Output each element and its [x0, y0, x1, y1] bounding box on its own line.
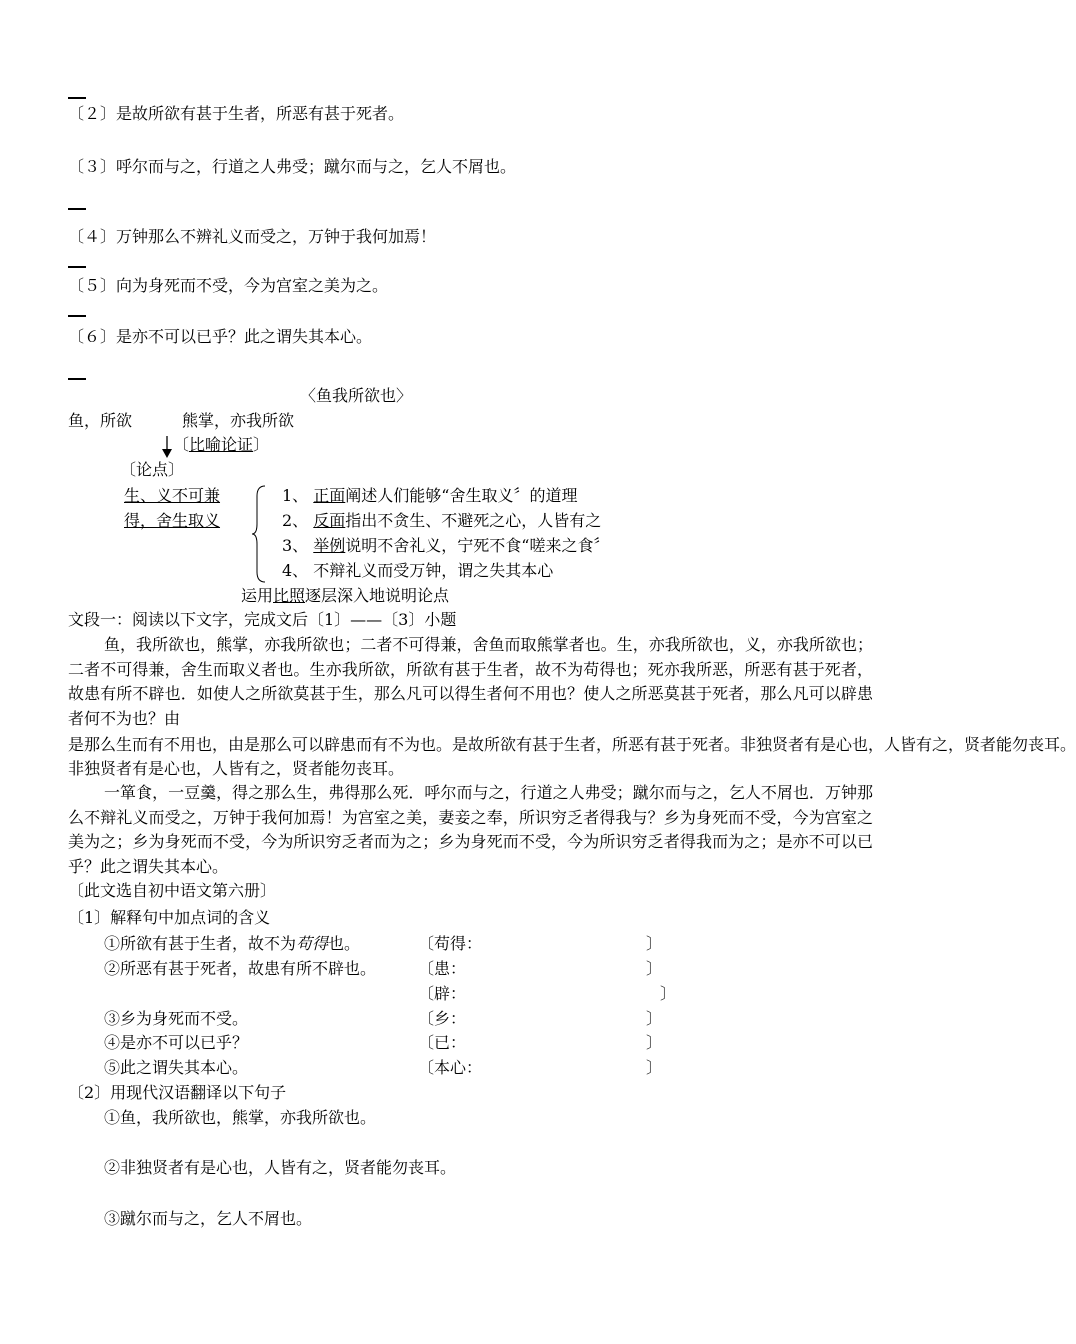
passage-paragraph-1b: 是那么生而有不用也，由是那么可以辟患而有不为也。是故所欲有甚于生者，所恶有甚于死者。非独贤者有是心也，人皆有之，贤者能勿丧耳。 — [68, 735, 1076, 754]
q1-blank-1-close: 〕 — [646, 934, 663, 953]
sentence-2: 〔２〕是故所欲有甚于生者，所恶有甚于死者。 — [68, 104, 405, 123]
point-2: 2、 反面指出不贪生、不避死之心，人皆有之 — [282, 511, 602, 530]
thesis-label: 〔论点〕 — [120, 460, 185, 479]
point-3: 3、 举例说明不舍礼义，宁死不食“嗟来之食〞 — [282, 536, 610, 555]
q1-blank-5-close: 〕 — [646, 1033, 663, 1052]
q1-blank-3-open[interactable]: 〔辟： — [418, 984, 467, 1003]
q1-item-2: ②所恶有甚于死者，故患有所不辟也。 — [104, 959, 377, 978]
passage-paragraph-1c: 非独贤者有是心也，人皆有之，贤者能勿丧耳。 — [68, 759, 405, 778]
question-1-title: 〔1〕解释句中加点词的含义 — [68, 908, 271, 927]
answer-dash — [68, 315, 86, 317]
q1-blank-1-open[interactable]: 〔苟得： — [418, 934, 483, 953]
q1-item-5: ④是亦不可以已乎？ — [104, 1033, 249, 1052]
q2-item-3: ③蹴尔而与之，乞人不屑也。 — [104, 1209, 313, 1228]
q1-blank-4-open[interactable]: 〔乡： — [418, 1009, 467, 1028]
answer-dash — [68, 208, 86, 210]
q1-item-1-emphasis: 苟得 — [296, 934, 329, 953]
q1-blank-6-close: 〕 — [646, 1058, 663, 1077]
passage-paragraph-1: 鱼，我所欲也，熊掌，亦我所欲也；二者不可得兼，舍鱼而取熊掌者也。生，亦我所欲也，义，亦我所欲也；二者不可得兼，舍生而取义者也。生亦我所欲，所欲有甚于生者，故不为苟得也；死亦我所恶，所恶有甚于死者，故患有所不辟也．如使人之所欲莫甚于生，那么凡可以得生者何不用也？使人之所恶莫甚于死者，那么凡可以辟患者何不为也？由 — [68, 635, 873, 728]
q1-blank-3-close: 〕 — [660, 984, 677, 1003]
answer-dash — [68, 378, 86, 380]
brace-icon — [252, 484, 266, 584]
point-4: 4、 不辩礼义而受万钟，谓之失其本心 — [282, 561, 554, 580]
q1-blank-6-open[interactable]: 〔本心： — [418, 1058, 483, 1077]
q1-blank-2-open[interactable]: 〔患： — [418, 959, 467, 978]
answer-dash — [68, 97, 86, 99]
point-1: 1、 正面阐述人们能够“舍生取义〞的道理 — [282, 486, 578, 505]
sentence-5: 〔５〕向为身死而不受，今为宫室之美为之。 — [68, 276, 389, 295]
analogy-label: 〔比喻论证〕 — [173, 435, 270, 454]
question-2-title: 〔2〕用现代汉语翻译以下句子 — [68, 1083, 287, 1102]
method-line: 运用比照逐层深入地说明论点 — [241, 586, 450, 605]
q2-item-1: ①鱼，我所欲也，熊掌，亦我所欲也。 — [104, 1108, 377, 1127]
diagram-title: 〈鱼我所欲也〉 — [300, 386, 413, 405]
q1-item-4: ③乡为身死而不受。 — [104, 1009, 249, 1028]
sentence-6: 〔６〕是亦不可以已乎？此之谓失其本心。 — [68, 327, 373, 346]
diagram-bear-paw: 熊掌，亦我所欲 — [182, 411, 295, 430]
down-arrow-icon — [162, 436, 172, 458]
sentence-4: 〔４〕万钟那么不辨礼义而受之，万钟于我何加焉！ — [68, 227, 437, 246]
thesis-line-2: 得，舍生取义 — [124, 511, 221, 530]
passage-paragraph-2: 一箪食，一豆羹，得之那么生，弗得那么死．呼尔而与之，行道之人弗受；蹴尔而与之，乞人不屑也．万钟那么不辩礼义而受之，万钟于我何加焉！为宫室之美，妻妾之奉，所识穷乏者得我与？乡为身死而不受，今为宫室之美为之；乡为身死而不受，今为所识穷乏者而为之；乡为身死而不受，今为所识穷乏者得我而为之；是亦不可以已乎？此之谓失其本心。 — [68, 783, 873, 876]
q1-blank-2-close: 〕 — [646, 959, 663, 978]
q2-item-2: ②非独贤者有是心也，人皆有之，贤者能勿丧耳。 — [104, 1158, 457, 1177]
passage-intro: 文段一：阅读以下文字，完成文后〔1〕——〔3〕小题 — [68, 610, 457, 629]
diagram-fish: 鱼，所欲 — [68, 411, 133, 430]
q1-item-1: ①所欲有甚于生者，故不为苟得也。 — [104, 934, 361, 953]
thesis-line-1: 生、义不可兼 — [124, 486, 221, 505]
q1-item-6: ⑤此之谓失其本心。 — [104, 1058, 249, 1077]
q1-blank-5-open[interactable]: 〔已： — [418, 1033, 467, 1052]
q1-blank-4-close: 〕 — [646, 1009, 663, 1028]
analogy-text: 比喻论证 — [189, 435, 254, 454]
answer-dash — [68, 266, 86, 268]
sentence-3: 〔３〕呼尔而与之，行道之人弗受；蹴尔而与之，乞人不屑也。 — [68, 157, 517, 176]
passage-source: 〔此文选自初中语文第六册〕 — [68, 881, 277, 900]
